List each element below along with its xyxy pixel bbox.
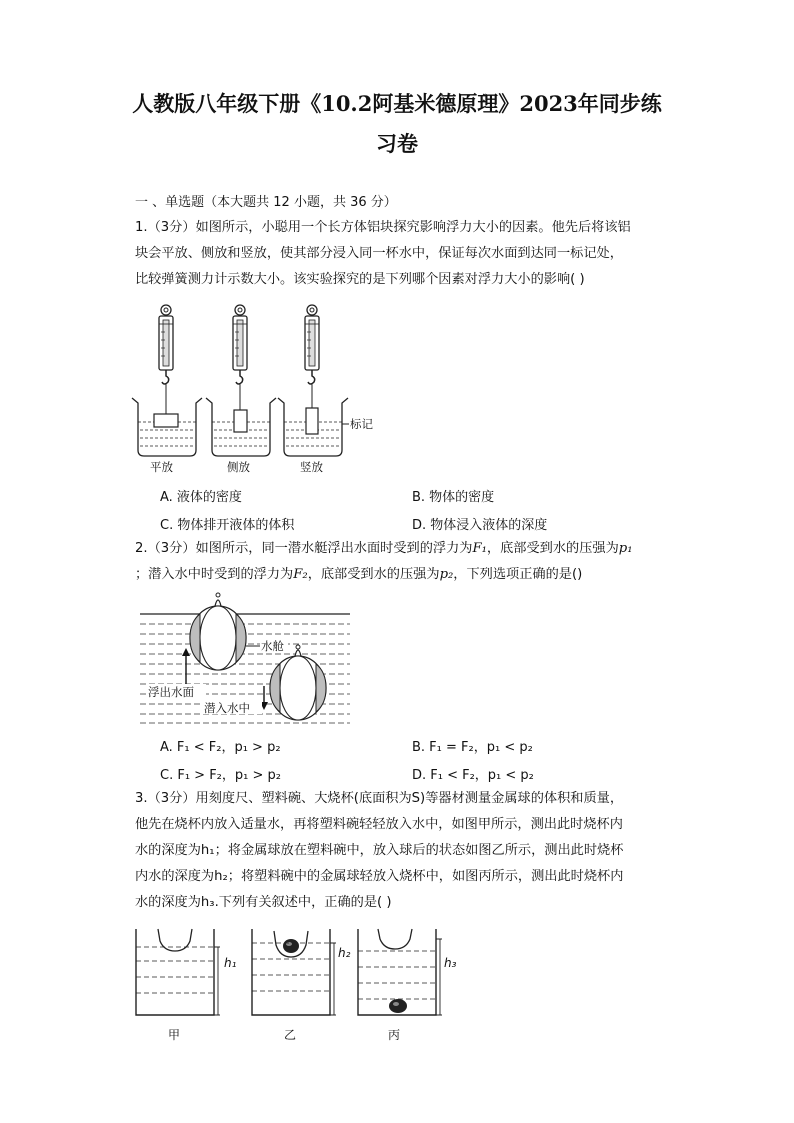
beaker-1: [132, 398, 202, 456]
question-1-option-c[interactable]: C. 物体排开液体的体积: [160, 518, 295, 533]
question-3-figure: [132, 925, 472, 1045]
question-3-text: [135, 786, 660, 916]
question-3-line: 3.（3分）用刻度尺、塑料碗、大烧杯(底面积为S)等器材测量金属球的体积和质量，: [135, 791, 624, 806]
mark-label: 标记: [350, 417, 373, 431]
height-label-h2: h₂: [338, 946, 351, 960]
height-label-h3: h₃: [444, 956, 457, 970]
spring-scale-1: [159, 305, 173, 414]
question-2-option-d[interactable]: D. F₁ < F₂，p₁ < p₂: [412, 768, 534, 783]
spring-scale-2: [233, 305, 247, 410]
question-1-text: [135, 215, 660, 293]
question-1-option-a[interactable]: A. 液体的密度: [160, 490, 242, 505]
question-3-line: 他先在烧杯内放入适量水，再将塑料碗轻轻放入水中，如图甲所示，测出此时烧杯内: [135, 817, 623, 832]
question-3-line: 内水的深度为h₂；将塑料碗中的金属球轻放入烧杯中，如图丙所示，测出此时烧杯内: [135, 869, 624, 884]
question-2-figure: [138, 592, 352, 727]
question-1-line: 1.（3分）如图所示，小聪用一个长方体铝块探究影响浮力大小的因素。他先后将该铝: [135, 220, 631, 235]
document-title-line1: 人教版八年级下册《10.2阿基米德原理》2023年同步练: [132, 91, 662, 116]
question-2-option-c[interactable]: C. F₁ > F₂，p₁ > p₂: [160, 768, 281, 783]
up-arrow-icon: [182, 648, 190, 684]
question-2-option-b[interactable]: B. F₁ = F₂，p₁ < p₂: [412, 740, 533, 755]
height-label-h1: h₁: [224, 956, 237, 970]
surface-label: 浮出水面: [148, 685, 194, 699]
dive-label: 潜入水中: [204, 701, 250, 715]
beaker-yi: [252, 929, 336, 1015]
figure-label-jia: 甲: [168, 1028, 181, 1042]
beaker-3: [278, 398, 349, 456]
question-2-line: 2.（3分）如图所示，同一潜水艇浮出水面时受到的浮力为F₁，底部受到水的压强为p₁: [135, 541, 633, 556]
question-3-line: 水的深度为h₁；将金属球放在塑料碗中，放入球后的状态如图乙所示，测出此时烧杯: [135, 843, 624, 858]
question-1-figure: [128, 300, 373, 480]
question-3-line: 水的深度为h₃.下列有关叙述中，正确的是( ): [135, 895, 392, 910]
water-tank-label: 水舱: [261, 639, 284, 653]
beaker-bing: [358, 929, 442, 1015]
document-title-line2: 习卷: [376, 131, 418, 156]
beaker-jia: [136, 929, 220, 1015]
figure-label-flat: 平放: [150, 460, 173, 474]
question-1-line: 块会平放、侧放和竖放，使其部分浸入同一杯水中，保证每次水面到达同一标记处，: [135, 246, 623, 261]
question-2-option-a[interactable]: A. F₁ < F₂，p₁ > p₂: [160, 740, 281, 755]
beaker-2: [206, 398, 276, 456]
section-heading: 一 、单选题（本大题共 12 小题，共 36 分）: [135, 195, 397, 210]
question-2-line: ；潜入水中时受到的浮力为F₂，底部受到水的压强为p₂，下列选项正确的是(): [135, 567, 583, 582]
question-1-line: 比较弹簧测力计示数大小。该实验探究的是下列哪个因素对浮力大小的影响( ): [135, 272, 585, 287]
figure-label-side: 侧放: [227, 460, 250, 474]
question-1-option-d[interactable]: D. 物体浸入液体的深度: [412, 518, 548, 533]
submarine-submerged: [270, 645, 326, 720]
spring-scale-3: [305, 305, 319, 408]
submarine-floating: [190, 593, 246, 670]
figure-label-upright: 竖放: [300, 460, 323, 474]
figure-label-bing: 丙: [388, 1028, 401, 1042]
figure-label-yi: 乙: [284, 1028, 297, 1042]
question-1-option-b[interactable]: B. 物体的密度: [412, 490, 495, 505]
question-2-text: [135, 536, 660, 588]
